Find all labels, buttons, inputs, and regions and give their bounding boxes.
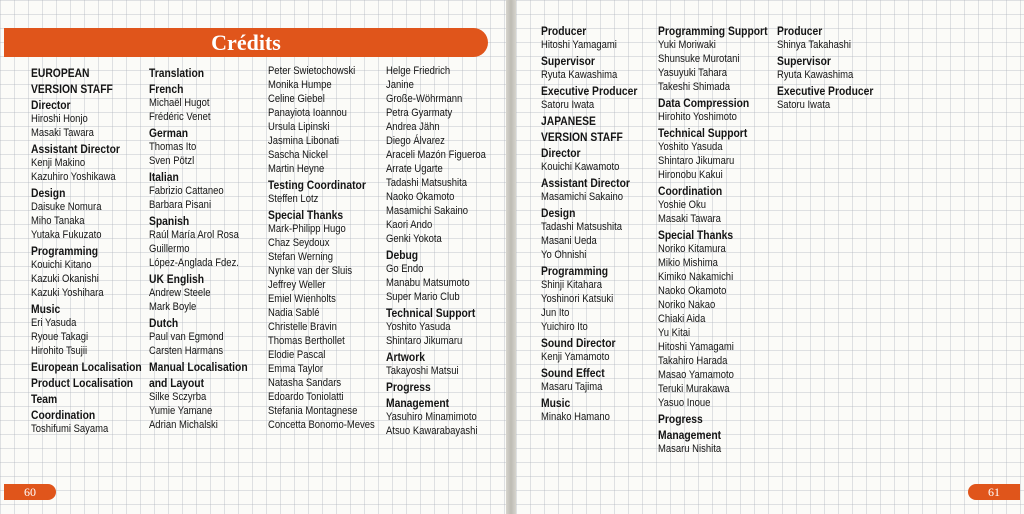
page-number-text: 61 (988, 485, 1000, 499)
credit-name: Noriko Nakao (658, 299, 716, 311)
credit-heading: Artwork (386, 350, 425, 364)
credit-heading: VERSION STAFF (31, 82, 113, 96)
credit-name: Yoshito Yasuda (386, 321, 451, 333)
credit-name: Kazuki Okanishi (31, 273, 99, 285)
credit-heading: Programming (31, 244, 99, 258)
credit-name: Yumie Yamane (149, 405, 213, 417)
credit-heading: Product Localisation (31, 376, 134, 390)
credit-heading: UK English (149, 272, 205, 286)
credit-name: Takayoshi Matsui (386, 365, 459, 377)
credit-name: Yoshito Yasuda (658, 141, 723, 153)
credit-name: Miho Tanaka (31, 215, 85, 227)
credit-name: Masaru Tajima (541, 381, 603, 393)
credit-name: Mark-Philipp Hugo (268, 223, 346, 235)
credit-heading: Director (31, 98, 71, 112)
credit-name: Masaru Nishita (658, 443, 722, 455)
credit-name: Kazuki Yoshihara (31, 287, 104, 299)
credit-name: Tadashi Matsushita (386, 177, 467, 189)
credits-column (658, 22, 768, 456)
credit-name: Fabrizio Cattaneo (149, 185, 224, 197)
credit-heading: Music (31, 302, 61, 316)
credits-column (268, 64, 375, 432)
credit-heading: Italian (149, 170, 179, 184)
page-number-text: 60 (24, 485, 36, 499)
credit-heading: Programming (541, 264, 609, 278)
credit-name: Toshifumi Sayama (31, 423, 109, 435)
credit-heading: Progress (386, 380, 431, 394)
credit-heading: Assistant Director (541, 176, 630, 190)
credit-heading: Technical Support (386, 306, 476, 320)
credit-name: Minako Hamano (541, 411, 610, 423)
credit-heading: Supervisor (777, 54, 831, 68)
credit-name: Yasuhiro Minamimoto (386, 411, 477, 423)
credit-heading: Dutch (149, 316, 179, 330)
credit-heading: JAPANESE (541, 114, 596, 128)
credit-name: Atsuo Kawarabayashi (386, 425, 478, 437)
credit-name: Sven Pötzl (149, 155, 195, 167)
credit-name: Hirohito Yoshimoto (658, 111, 737, 123)
credit-name: Takahiro Harada (658, 355, 728, 367)
credits-column (149, 64, 248, 432)
credit-name: Genki Yokota (386, 233, 442, 245)
credit-name: Natasha Sandars (268, 377, 342, 389)
credit-name: Naoko Okamoto (386, 191, 455, 203)
credit-heading: European Localisation (31, 360, 142, 374)
credit-heading: Testing Coordinator (268, 178, 366, 192)
credit-name: Naoko Okamoto (658, 285, 727, 297)
credit-name: Kenji Yamamoto (541, 351, 610, 363)
credits-banner (4, 28, 488, 57)
credit-name: Hironobu Kakui (658, 169, 723, 181)
left-page (0, 0, 506, 514)
credit-name: Takeshi Shimada (658, 81, 731, 93)
credit-name: Guillermo (149, 243, 190, 255)
credit-name: Concetta Bonomo-Meves (268, 419, 375, 431)
credit-name: Hitoshi Yamagami (658, 341, 734, 353)
credit-name: Yoshie Oku (658, 199, 707, 211)
credit-name: Peter Swietochowski (268, 65, 356, 77)
credit-heading: Supervisor (541, 54, 595, 68)
credit-name: Arrate Ugarte (386, 163, 443, 175)
credit-name: Panayiota Ioannou (268, 107, 347, 119)
credit-heading: Music (541, 396, 571, 410)
credits-column (777, 22, 873, 112)
credit-name: Stefan Werning (268, 251, 334, 263)
credit-name: Janine (386, 79, 414, 91)
credit-name: Shinji Kitahara (541, 279, 603, 291)
credit-name: Masani Ueda (541, 235, 597, 247)
credit-name: Ryuta Kawashima (541, 69, 618, 81)
credit-name: Yoshinori Katsuki (541, 293, 614, 305)
credit-heading: Special Thanks (658, 228, 734, 242)
credit-heading: Management (386, 396, 450, 410)
credit-name: Diego Álvarez (386, 135, 445, 147)
credit-name: Teruki Murakawa (658, 383, 730, 395)
credit-name: Manabu Matsumoto (386, 277, 470, 289)
book-gutter (506, 0, 516, 514)
page-number-left (4, 484, 56, 500)
credit-name: Thomas Berthollet (268, 335, 345, 347)
credit-name: Mikio Mishima (658, 257, 718, 269)
credit-name: Chaz Seydoux (268, 237, 330, 249)
credit-name: Jun Ito (541, 307, 570, 319)
credits-title: Crédits (211, 30, 281, 55)
credit-heading: Assistant Director (31, 142, 120, 156)
credit-name: Andrea Jähn (386, 121, 440, 133)
credit-name: Stefania Montagnese (268, 405, 358, 417)
credit-name: Kenji Makino (31, 157, 86, 169)
credit-heading: Programming Support (658, 24, 768, 38)
credit-name: Hirohito Tsujii (31, 345, 88, 357)
credit-name: Petra Gyarmaty (386, 107, 453, 119)
credit-heading: Special Thanks (268, 208, 344, 222)
credits-column (31, 64, 142, 436)
credit-name: Kouichi Kawamoto (541, 161, 620, 173)
credit-heading: Sound Director (541, 336, 616, 350)
credit-name: Shunsuke Murotani (658, 53, 740, 65)
credit-name: Martin Heyne (268, 163, 325, 175)
credit-name: Yuichiro Ito (541, 321, 588, 333)
credit-heading: EUROPEAN (31, 66, 90, 80)
credit-name: Ursula Lipinski (268, 121, 330, 133)
credit-heading: VERSION STAFF (541, 130, 623, 144)
credit-name: Monika Humpe (268, 79, 332, 91)
credit-name: Tadashi Matsushita (541, 221, 622, 233)
credit-name: Adrian Michalski (149, 419, 218, 431)
credit-name: Eri Yasuda (31, 317, 77, 329)
credit-heading: Coordination (31, 408, 96, 422)
credit-heading: Technical Support (658, 126, 748, 140)
credit-name: Hitoshi Yamagami (541, 39, 617, 51)
credit-name: Go Endo (386, 263, 424, 275)
credit-name: Elodie Pascal (268, 349, 326, 361)
credit-name: Masao Yamamoto (658, 369, 734, 381)
credit-name: Sascha Nickel (268, 149, 328, 161)
credit-name: Daisuke Nomura (31, 201, 102, 213)
credit-name: Hiroshi Honjo (31, 113, 88, 125)
credits-column (386, 64, 486, 438)
credit-name: Jasmina Libonati (268, 135, 340, 147)
credit-name: Steffen Lotz (268, 193, 319, 205)
credit-name: Ryoue Takagi (31, 331, 89, 343)
credit-heading: Progress (658, 412, 703, 426)
credit-name: Noriko Kitamura (658, 243, 726, 255)
credit-name: López-Anglada Fdez. (149, 257, 239, 269)
credit-heading: Debug (386, 248, 419, 262)
credit-name: Yasuyuki Tahara (658, 67, 728, 79)
credit-name: Carsten Harmans (149, 345, 224, 357)
credit-name: Thomas Ito (149, 141, 197, 153)
credit-heading: Executive Producer (777, 84, 874, 98)
credit-heading: Management (658, 428, 722, 442)
credit-heading: Sound Effect (541, 366, 605, 380)
credit-name: Yuki Moriwaki (658, 39, 716, 51)
right-page (516, 0, 1024, 514)
credit-heading: Data Compression (658, 96, 750, 110)
credit-name: Ryuta Kawashima (777, 69, 854, 81)
credit-heading: German (149, 126, 189, 140)
credit-name: Emiel Wienholts (268, 293, 336, 305)
credit-name: Masaki Tawara (31, 127, 94, 139)
credit-heading: Design (31, 186, 66, 200)
credit-heading: Team (31, 392, 58, 406)
credit-heading: Producer (777, 24, 823, 38)
credit-name: Chiaki Aida (658, 313, 706, 325)
credit-name: Christelle Bravin (268, 321, 337, 333)
credit-heading: Executive Producer (541, 84, 638, 98)
credit-name: Silke Sczyrba (149, 391, 207, 403)
credit-name: Satoru Iwata (541, 99, 595, 111)
credit-name: Michaël Hugot (149, 97, 210, 109)
page-number-right (968, 484, 1020, 500)
credit-name: Shinya Takahashi (777, 39, 851, 51)
credit-name: Celine Giebel (268, 93, 325, 105)
credit-name: Andrew Steele (149, 287, 211, 299)
credit-name: Nynke van der Sluis (268, 265, 353, 277)
credit-name: Emma Taylor (268, 363, 324, 375)
credit-name: Araceli Mazón Figueroa (386, 149, 486, 161)
credit-name: Frédéric Venet (149, 111, 211, 123)
credit-name: Yutaka Fukuzato (31, 229, 102, 241)
credits-column (541, 22, 637, 424)
credit-name: Masaki Tawara (658, 213, 721, 225)
credit-heading: Translation (149, 66, 205, 80)
credit-name: Masamichi Sakaino (541, 191, 624, 203)
credit-name: Paul van Egmond (149, 331, 224, 343)
credit-heading: Spanish (149, 214, 190, 228)
credit-name: Kimiko Nakamichi (658, 271, 734, 283)
credit-name: Shintaro Jikumaru (658, 155, 735, 167)
credit-name: Nadia Sablé (268, 307, 320, 319)
credit-name: Satoru Iwata (777, 99, 831, 111)
credit-name: Mark Boyle (149, 301, 197, 313)
credit-name: Yasuo Inoue (658, 397, 711, 409)
credit-name: Edoardo Toniolatti (268, 391, 344, 403)
credit-heading: Producer (541, 24, 587, 38)
credit-heading: Design (541, 206, 576, 220)
credit-name: Super Mario Club (386, 291, 460, 303)
credit-name: Shintaro Jikumaru (386, 335, 463, 347)
credit-name: Yu Kitai (658, 327, 691, 339)
credit-heading: Director (541, 146, 581, 160)
credit-name: Raúl María Arol Rosa (149, 229, 239, 241)
credit-heading: Coordination (658, 184, 723, 198)
credit-heading: French (149, 82, 184, 96)
credit-heading: and Layout (149, 376, 205, 390)
credit-name: Yo Ohnishi (541, 249, 587, 261)
credit-name: Jeffrey Weller (268, 279, 326, 291)
credit-name: Kaori Ando (386, 219, 433, 231)
credit-name: Kazuhiro Yoshikawa (31, 171, 116, 183)
credit-name: Große-Wöhrmann (386, 93, 463, 105)
credit-name: Masamichi Sakaino (386, 205, 469, 217)
credit-heading: Manual Localisation (149, 360, 248, 374)
credit-name: Helge Friedrich (386, 65, 451, 77)
credit-name: Barbara Pisani (149, 199, 212, 211)
credit-name: Kouichi Kitano (31, 259, 92, 271)
